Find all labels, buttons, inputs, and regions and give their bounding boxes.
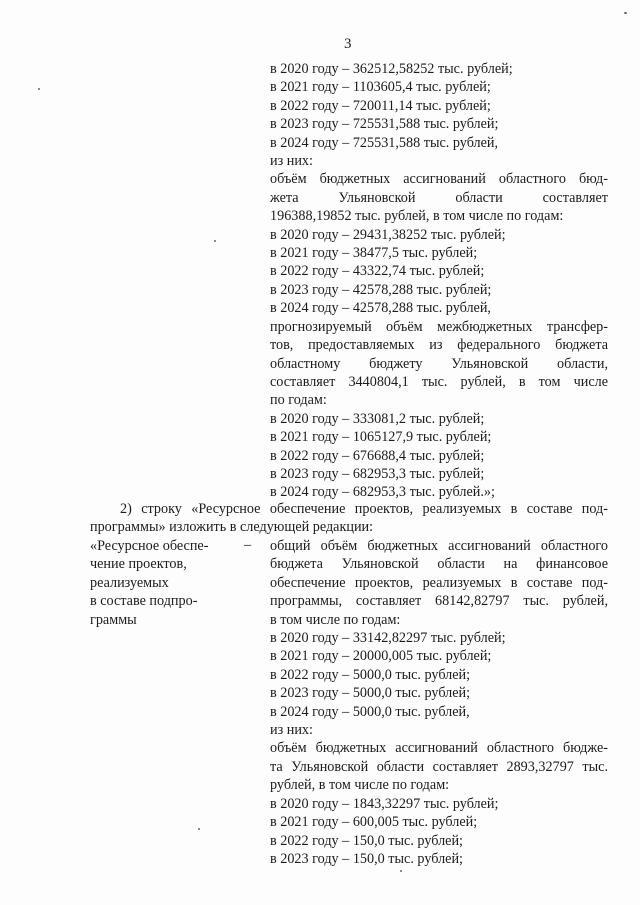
text-line: «Ресурсное обеспе- <box>90 538 209 554</box>
text-line: в 2022 году – 43322,74 тыс. рублей; <box>270 263 485 280</box>
text-line: жета Ульяновской области составляет <box>270 189 608 206</box>
text-line: в 2022 году – 5000,0 тыс. рублей; <box>270 666 471 683</box>
amendment-intro-paragraph <box>90 500 608 537</box>
text-line: обеспечение проектов, реализуемых в составе под- <box>270 574 608 591</box>
text-line: в 2022 году – 150,0 тыс. рублей; <box>270 832 463 849</box>
funding-breakdown-block-2 <box>270 537 608 868</box>
label-dash: – <box>244 537 252 553</box>
text-line: в 2020 году – 1843,32297 тыс. рублей; <box>270 795 499 812</box>
text-line: в 2024 году – 5000,0 тыс. рублей, <box>270 703 470 720</box>
text-line: в 2024 году – 725531,588 тыс. рублей, <box>270 134 499 151</box>
text-line: граммы <box>90 611 137 628</box>
text-line: объём бюджетных ассигнований областного бюдже- <box>270 740 608 757</box>
row-label <box>90 537 265 629</box>
text-line: в 2023 году – 725531,588 тыс. рублей; <box>270 116 499 133</box>
text-line: в 2024 году – 682953,3 тыс. рублей.»; <box>270 484 495 501</box>
text-line: программы» изложить в следующей редакции: <box>90 519 374 536</box>
text-line: общий объём бюджетных ассигнований областного <box>270 538 608 554</box>
scan-speck <box>624 12 627 14</box>
text-line: из них: <box>270 722 313 739</box>
scan-speck <box>198 828 200 830</box>
text-line: в том числе по годам: <box>270 611 401 628</box>
text-line: 196388,19852 тыс. рублей, в том числе по годам: <box>270 208 564 225</box>
text-line: та Ульяновской области составляет 2893,32797 тыс. <box>270 758 608 775</box>
text-line: в 2020 году – 33142,82297 тыс. рублей; <box>270 630 506 647</box>
text-line: в 2022 году – 720011,14 тыс. рублей; <box>270 97 491 114</box>
text-line: в 2022 году – 676688,4 тыс. рублей; <box>270 447 485 464</box>
page-number: 3 <box>344 36 352 52</box>
text-line: в 2021 году – 1065127,9 тыс. рублей; <box>270 429 492 446</box>
text-line: тов, предоставляемых из федерального бюджета <box>270 337 608 354</box>
scan-speck <box>400 870 402 872</box>
text-line: из них: <box>270 153 313 170</box>
text-line: в 2021 году – 600,005 тыс. рублей; <box>270 814 478 831</box>
text-line: в 2023 году – 682953,3 тыс. рублей; <box>270 465 485 482</box>
text-line: в 2023 году – 42578,288 тыс. рублей; <box>270 281 492 298</box>
text-line: в 2021 году – 38477,5 тыс. рублей; <box>270 245 478 262</box>
text-line: в 2020 году – 29431,38252 тыс. рублей; <box>270 226 506 243</box>
text-line: объём бюджетных ассигнований областного бюд- <box>270 171 608 188</box>
text-line: областному бюджету Ульяновской области, <box>270 355 608 372</box>
text-line: в 2024 году – 42578,288 тыс. рублей, <box>270 300 491 317</box>
text-line: в 2021 году – 20000,005 тыс. рублей; <box>270 648 492 665</box>
text-line: бюджета Ульяновской области на финансовое <box>270 556 608 573</box>
text-line: в 2020 году – 362512,58252 тыс. рублей; <box>270 61 513 77</box>
text-line: реализуемых <box>90 574 169 591</box>
text-line: 2) строку «Ресурсное обеспечение проектов, реализуемых в составе под- <box>120 501 608 517</box>
text-line: в 2020 году – 333081,2 тыс. рублей; <box>270 410 485 427</box>
text-line: прогнозируемый объём межбюджетных трансфер- <box>270 318 608 335</box>
text-line: по годам: <box>270 392 327 409</box>
text-line: в 2021 году – 1103605,4 тыс. рублей; <box>270 79 491 96</box>
text-line: в составе подпро- <box>90 593 198 610</box>
scan-speck <box>214 240 216 242</box>
scan-speck <box>38 88 40 90</box>
text-line: чение проектов, <box>90 556 187 573</box>
text-line: составляет 3440804,1 тыс. рублей, в том числе <box>270 373 608 390</box>
text-line: в 2023 году – 5000,0 тыс. рублей; <box>270 685 471 702</box>
text-line: в 2023 году – 150,0 тыс. рублей; <box>270 850 463 867</box>
funding-breakdown-block-1 <box>270 60 608 502</box>
text-line: рублей, в том числе по годам: <box>270 777 450 794</box>
text-line: программы, составляет 68142,82797 тыс. рублей, <box>270 593 608 610</box>
